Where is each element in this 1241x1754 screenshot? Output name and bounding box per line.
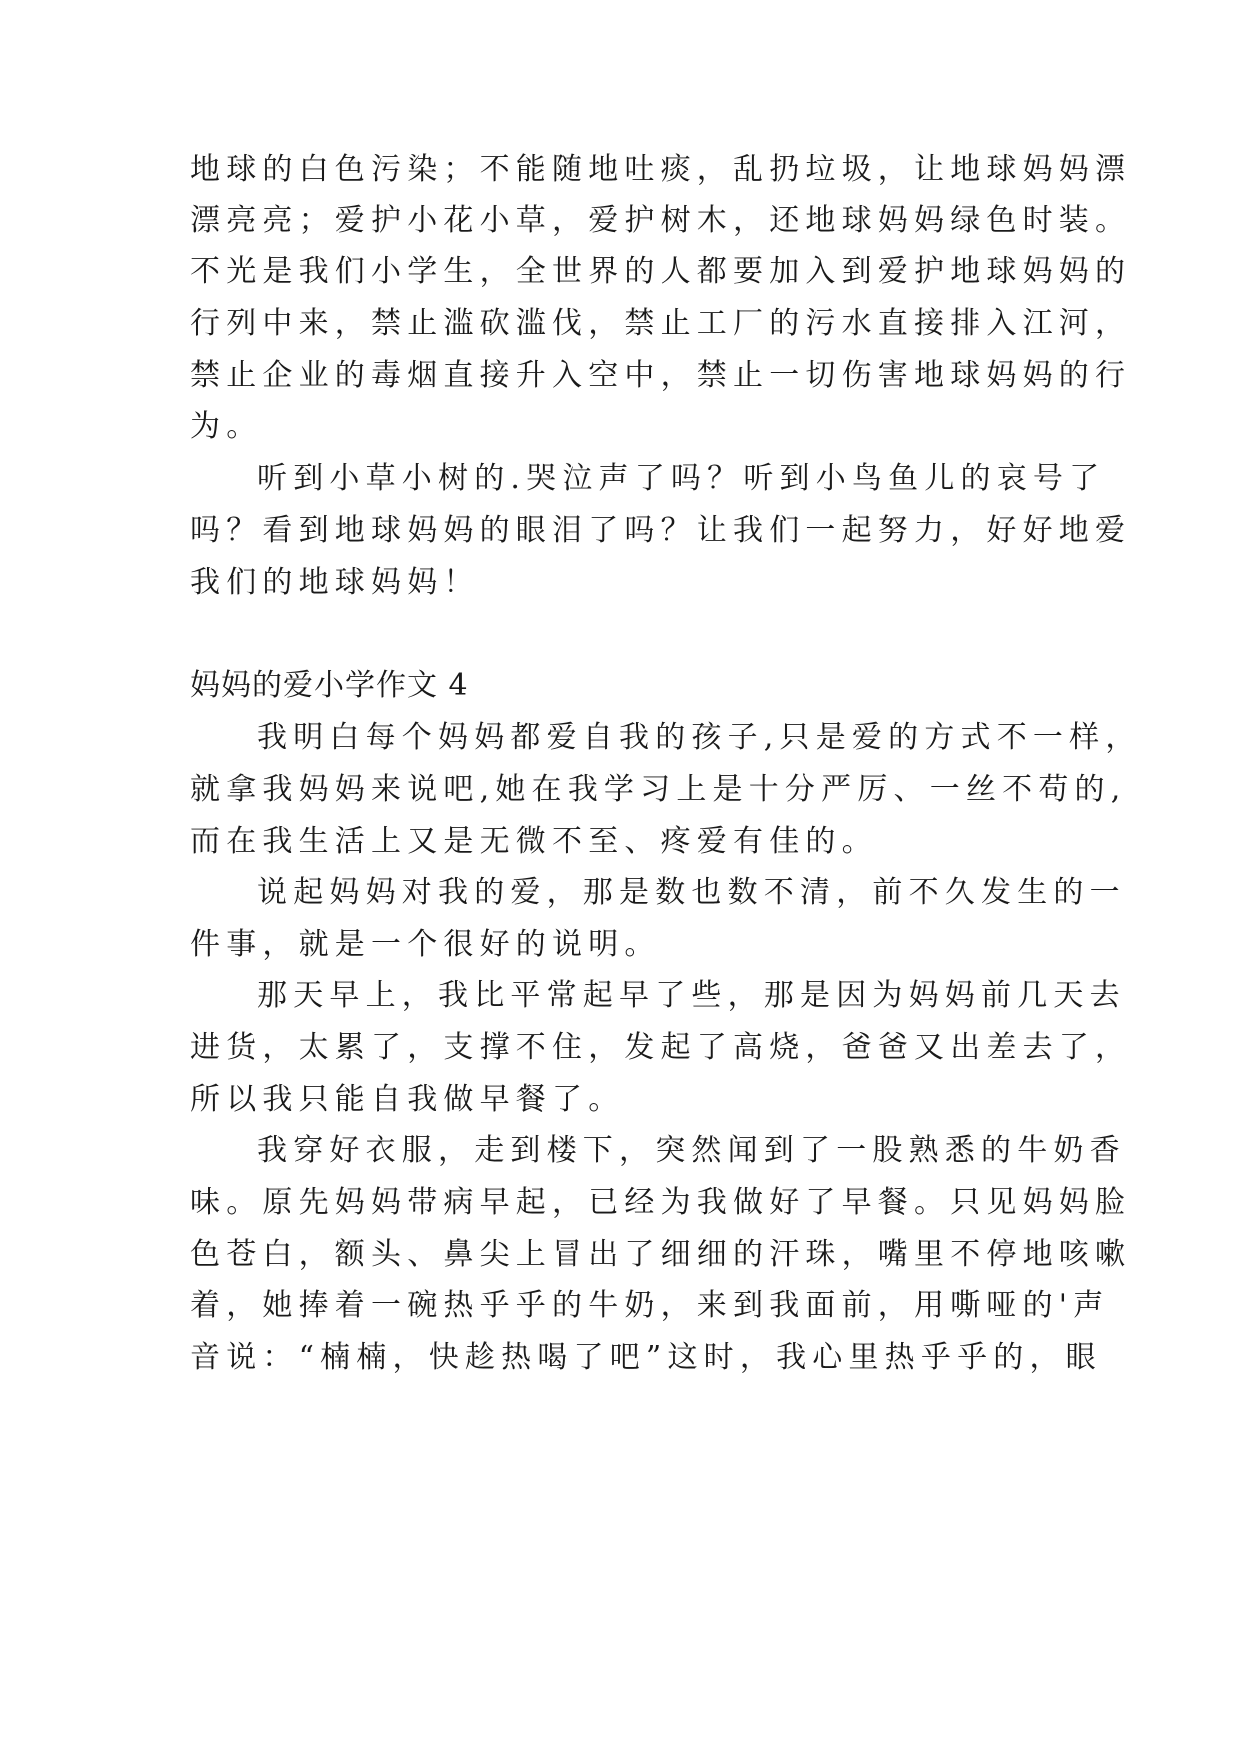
text-line: 音说：“楠楠，快趁热喝了吧”这时，我心里热乎乎的，眼 xyxy=(190,1340,1102,1375)
text-line: 地球的白色污染；不能随地吐痰，乱扔垃圾，让地球妈妈漂 xyxy=(190,152,1132,187)
text-line: 所以我只能自我做早餐了。 xyxy=(190,1082,625,1117)
text-line: 进货，太累了，支撑不住，发起了高烧，爸爸又出差去了， xyxy=(190,1030,1132,1065)
text-line: 就拿我妈妈来说吧,她在我学习上是十分严厉、一丝不苟的, xyxy=(190,772,1127,807)
text-line: 味。原先妈妈带病早起，已经为我做好了早餐。只见妈妈脸 xyxy=(190,1185,1132,1220)
text-line: 我明白每个妈妈都爱自我的孩子,只是爱的方式不一样， xyxy=(257,720,1142,755)
text-line: 不光是我们小学生，全世界的人都要加入到爱护地球妈妈的 xyxy=(190,254,1132,289)
text-line: 漂亮亮；爱护小花小草，爱护树木，还地球妈妈绿色时装。 xyxy=(190,203,1132,238)
text-line: 为。 xyxy=(190,409,263,444)
text-line: 着，她捧着一碗热乎乎的牛奶，来到我面前，用嘶哑的'声 xyxy=(190,1288,1110,1323)
text-line: 说起妈妈对我的爱，那是数也数不清，前不久发生的一 xyxy=(257,875,1126,910)
text-line: 行列中来，禁止滥砍滥伐，禁止工厂的污水直接排入江河， xyxy=(190,306,1132,341)
text-line: 我穿好衣服，走到楼下，突然闻到了一股熟悉的牛奶香 xyxy=(257,1133,1126,1168)
text-line: 件事，就是一个很好的说明。 xyxy=(190,927,661,962)
text-line: 禁止企业的毒烟直接升入空中，禁止一切伤害地球妈妈的行 xyxy=(190,358,1132,393)
section-title: 妈妈的爱小学作文 4 xyxy=(190,668,469,703)
text-line: 我们的地球妈妈！ xyxy=(190,565,480,600)
text-line: 色苍白，额头、鼻尖上冒出了细细的汗珠，嘴里不停地咳嗽 xyxy=(190,1237,1132,1272)
text-line: 吗？看到地球妈妈的眼泪了吗？让我们一起努力，好好地爱 xyxy=(190,513,1132,548)
text-line: 听到小草小树的.哭泣声了吗？听到小鸟鱼儿的哀号了 xyxy=(257,461,1106,496)
text-line: 那天早上，我比平常起早了些，那是因为妈妈前几天去 xyxy=(257,978,1126,1013)
text-line: 而在我生活上又是无微不至、疼爱有佳的。 xyxy=(190,824,878,859)
